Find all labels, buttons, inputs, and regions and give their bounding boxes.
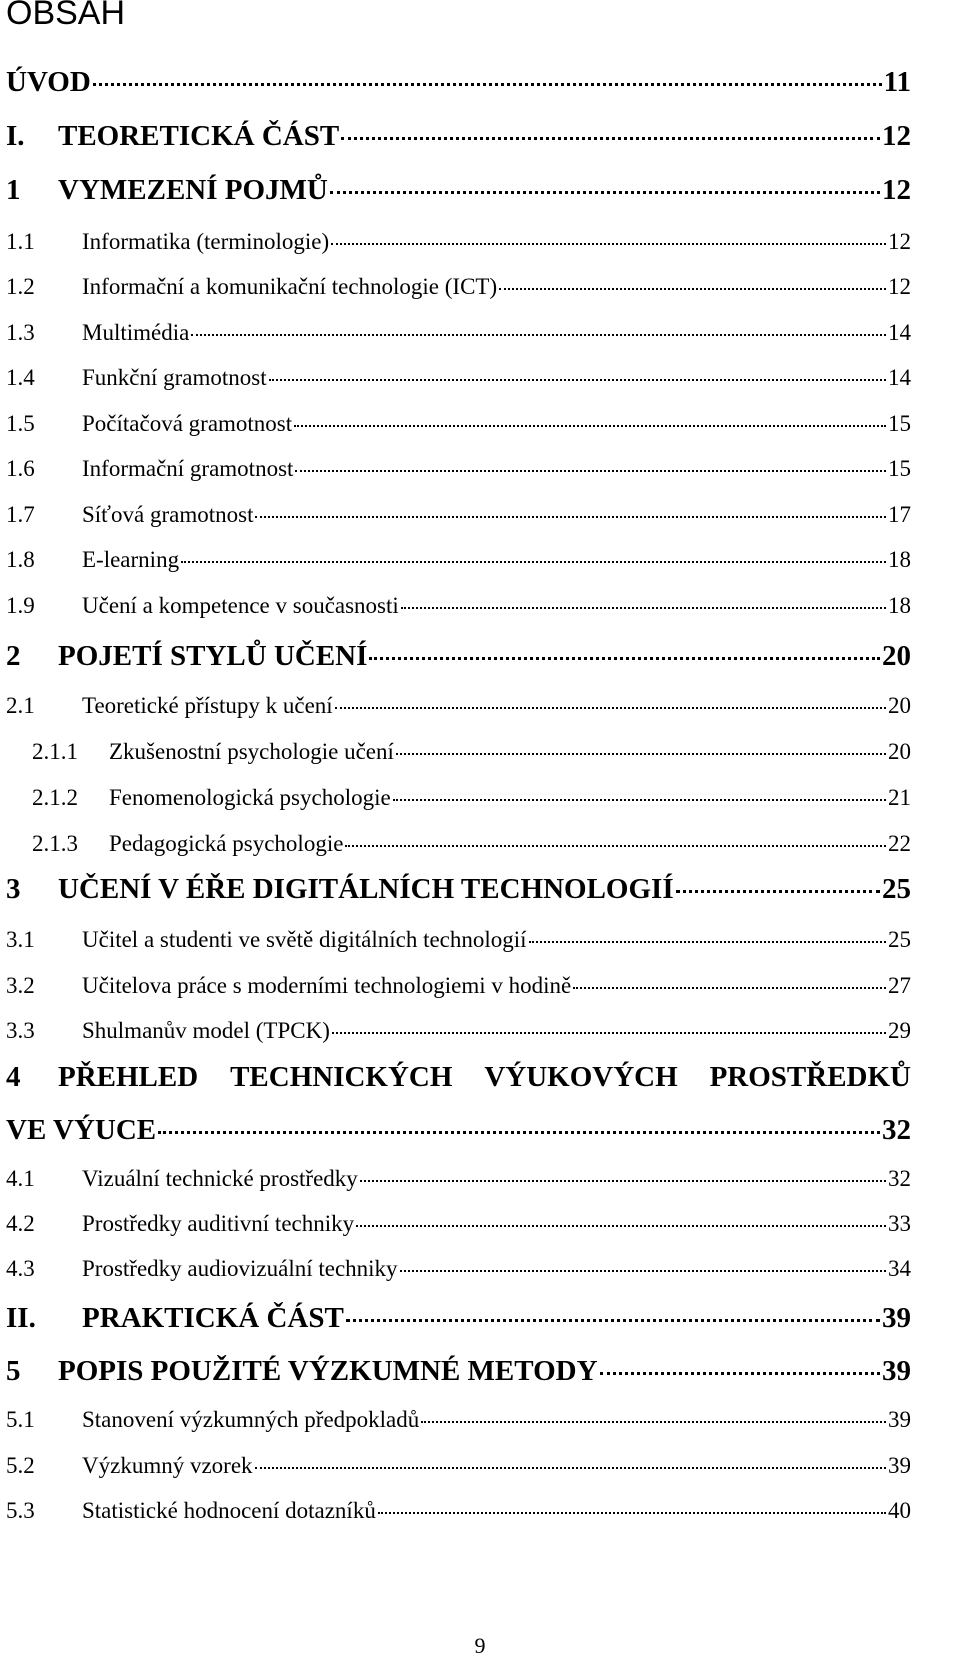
toc-entry-number: 3.2 (6, 973, 35, 998)
toc-entry-section[interactable] (6, 502, 911, 528)
dot-leader (345, 845, 886, 847)
dot-leader (191, 334, 886, 336)
toc-page-number: 20 (882, 640, 911, 672)
toc-entry-subsection[interactable] (32, 831, 911, 857)
toc-entry-title: Informační a komunikační technologie (ICT) (82, 274, 498, 299)
toc-entry-number: 4.1 (6, 1166, 35, 1191)
toc-entry-title: Pedagogická psychologie (109, 831, 344, 856)
toc-entry-title: Učitelova práce s moderními technologiemi v hodině (82, 973, 572, 998)
dot-leader (573, 987, 886, 989)
dot-leader (255, 1467, 886, 1469)
toc-entry-title: UČENÍ V ÉŘE DIGITÁLNÍCH TECHNOLOGIÍ (58, 873, 674, 905)
toc-entry-title: POPIS POUŽITÉ VÝZKUMNÉ METODY (58, 1355, 598, 1387)
dot-leader (269, 379, 886, 381)
page-number: 9 (474, 1633, 486, 1658)
toc-entry-section[interactable] (6, 229, 911, 255)
toc-page-number: 27 (888, 973, 911, 998)
toc-entry-title: Počítačová gramotnost (82, 411, 293, 436)
toc-entry-title: POJETÍ STYLŮ UČENÍ (58, 640, 368, 672)
dot-leader (369, 657, 880, 660)
toc-page-number: 39 (888, 1407, 911, 1432)
toc-page-number: 14 (888, 365, 911, 390)
toc-page-number: 25 (882, 873, 911, 905)
toc-entry-section[interactable] (6, 320, 911, 346)
toc-entry-number: 4.3 (6, 1256, 35, 1281)
toc-entry-title: Multimédia (82, 320, 190, 345)
toc-entry-section[interactable] (6, 1407, 911, 1433)
toc-entry-title: VE VÝUCE (6, 1114, 157, 1146)
toc-entry-title: Teoretické přístupy k učení (82, 693, 333, 718)
page-title: OBSAH (6, 0, 126, 32)
dot-leader (529, 941, 886, 943)
toc-entry-section[interactable] (6, 1256, 911, 1282)
toc-page-number: 18 (888, 547, 911, 572)
toc-entry-number: 1 (6, 174, 21, 206)
toc-entry-part-2[interactable] (6, 1302, 911, 1335)
toc-entry-title: Informatika (terminologie) (82, 229, 330, 254)
toc-page-number: 12 (882, 174, 911, 206)
toc-entry-number: 5.1 (6, 1407, 35, 1432)
toc-entry-title: Shulmanův model (TPCK) (82, 1018, 330, 1043)
toc-entry-number: 1.1 (6, 229, 35, 254)
toc-title-word: PROSTŘEDKŮ (709, 1061, 911, 1093)
toc-page-number: 11 (883, 66, 911, 98)
toc-entry-title: VYMEZENÍ POJMŮ (58, 174, 328, 206)
dot-leader (356, 1225, 886, 1227)
toc-entry-title: Síťová gramotnost (82, 502, 254, 527)
dot-leader (335, 707, 886, 709)
toc-entry-title: Výzkumný vzorek (82, 1453, 253, 1478)
toc-page-number: 18 (888, 593, 911, 618)
toc-entry-section[interactable] (6, 411, 911, 437)
toc-entry-title: Fenomenologická psychologie (109, 785, 391, 810)
toc-page-number: 33 (888, 1211, 911, 1236)
toc-entry-number: 1.4 (6, 365, 35, 390)
dot-leader (181, 561, 886, 563)
dot-leader (378, 1512, 886, 1514)
toc-entry-number: 4 (6, 1061, 21, 1093)
toc-entry-uvod[interactable] (6, 66, 911, 99)
dot-leader (331, 243, 886, 245)
toc-entry-title: Informační gramotnost (82, 456, 294, 481)
dot-leader (396, 753, 886, 755)
dot-leader (499, 288, 886, 290)
toc-entry-part-1[interactable] (6, 120, 911, 153)
toc-entry-section[interactable] (6, 547, 911, 573)
toc-title-word: VÝUKOVÝCH (484, 1061, 678, 1093)
toc-page-number: 14 (888, 320, 911, 345)
toc-entry-title: ÚVOD (6, 66, 91, 98)
toc-entry-number: 1.8 (6, 547, 35, 572)
dot-leader (421, 1421, 886, 1423)
toc-entry-number: I. (6, 120, 25, 152)
toc-entry-section[interactable] (6, 693, 911, 719)
toc-entry-number: 3.3 (6, 1018, 35, 1043)
dot-leader (346, 1319, 880, 1322)
toc-entry-chapter-2[interactable] (6, 640, 911, 673)
toc-entry-title: Vizuální technické prostředky (82, 1166, 358, 1191)
toc-entry-title: Prostředky audiovizuální techniky (82, 1256, 398, 1281)
toc-entry-number: 2.1.1 (32, 739, 78, 764)
toc-page-number: 29 (888, 1018, 911, 1043)
toc-page-number: 25 (888, 927, 911, 952)
toc-entry-title: TEORETICKÁ ČÁST (58, 120, 340, 152)
toc-entry-number: 1.2 (6, 274, 35, 299)
dot-leader (676, 890, 880, 893)
toc-entry-number: 3 (6, 873, 21, 905)
toc-page-number: 20 (888, 693, 911, 718)
toc-page-number: 17 (888, 502, 911, 527)
dot-leader (360, 1180, 886, 1182)
toc-entry-section[interactable] (6, 1166, 911, 1192)
toc-entry-section[interactable] (6, 1211, 911, 1237)
toc-entry-title: Stanovení výzkumných předpokladů (82, 1407, 420, 1432)
toc-entry-chapter-4-line2[interactable] (6, 1114, 911, 1147)
dot-leader (341, 137, 880, 140)
toc-entry-section[interactable] (6, 1018, 911, 1044)
toc-page-number: 39 (882, 1355, 911, 1387)
toc-page-number: 32 (888, 1166, 911, 1191)
toc-entry-number: 5.2 (6, 1453, 35, 1478)
toc-entry-title: Statistické hodnocení dotazníků (82, 1498, 376, 1523)
toc-page-number: 12 (882, 120, 911, 152)
toc-page-number: 40 (888, 1498, 911, 1523)
toc-page-number: 39 (882, 1302, 911, 1334)
toc-entry-title: Funkční gramotnost (82, 365, 267, 390)
dot-leader (330, 191, 880, 194)
toc-entry-section[interactable] (6, 456, 911, 482)
toc-entry-number: 1.7 (6, 502, 35, 527)
toc-entry-number: 1.6 (6, 456, 35, 481)
toc-entry-title: Učitel a studenti ve světě digitálních technologií (82, 927, 527, 952)
dot-leader (393, 799, 886, 801)
toc-entry-title: Prostředky auditivní techniky (82, 1211, 355, 1236)
toc-entry-section[interactable] (6, 365, 911, 391)
toc-entry-number: 2 (6, 640, 21, 672)
dot-leader (400, 1270, 886, 1272)
toc-entry-subsection[interactable] (32, 739, 911, 765)
toc-page-number: 15 (888, 456, 911, 481)
toc-entry-chapter-4-line1[interactable] (6, 1061, 911, 1094)
toc-entry-number: 1.9 (6, 593, 35, 618)
toc-page-number: 39 (888, 1453, 911, 1478)
dot-leader (294, 425, 886, 427)
toc-entry-section[interactable] (6, 973, 911, 999)
toc-entry-title: E-learning (82, 547, 180, 572)
toc-entry-title: Učení a kompetence v současnosti (82, 593, 399, 618)
toc-entry-section[interactable] (6, 927, 911, 953)
toc-title-word: TECHNICKÝCH (230, 1061, 453, 1093)
toc-page-number: 32 (882, 1114, 911, 1146)
toc-page-number: 15 (888, 411, 911, 436)
toc-entry-number: 3.1 (6, 927, 35, 952)
toc-entry-chapter-5[interactable] (6, 1355, 911, 1388)
toc-entry-number: 5 (6, 1355, 21, 1387)
toc-entry-number: 1.5 (6, 411, 35, 436)
toc-entry-number: 5.3 (6, 1498, 35, 1523)
toc-page-number: 34 (888, 1256, 911, 1281)
toc-page-number: 12 (888, 229, 911, 254)
dot-leader (295, 470, 886, 472)
dot-leader (332, 1032, 886, 1034)
dot-leader (600, 1372, 880, 1375)
toc-entry-title (58, 1061, 911, 1094)
toc-entry-number: 4.2 (6, 1211, 35, 1236)
toc-entry-chapter-1[interactable] (6, 174, 911, 207)
toc-entry-section[interactable] (6, 593, 911, 619)
toc-page-number: 12 (888, 274, 911, 299)
dot-leader (93, 83, 882, 86)
toc-title-word: PŘEHLED (58, 1061, 199, 1093)
toc-entry-number: 2.1.2 (32, 785, 78, 810)
toc-entry-section[interactable] (6, 1498, 911, 1524)
dot-leader (255, 516, 886, 518)
toc-entry-title: Zkušenostní psychologie učení (109, 739, 394, 764)
toc-entry-chapter-3[interactable] (6, 873, 911, 906)
toc-entry-number: II. (6, 1302, 36, 1334)
toc-entry-section[interactable] (6, 1453, 911, 1479)
toc-page-number: 22 (888, 831, 911, 856)
toc-entry-subsection[interactable] (32, 785, 911, 811)
toc-entry-title: PRAKTICKÁ ČÁST (82, 1302, 344, 1334)
toc-entry-number: 2.1 (6, 693, 35, 718)
toc-entry-number: 2.1.3 (32, 831, 78, 856)
toc-entry-number: 1.3 (6, 320, 35, 345)
dot-leader (401, 607, 886, 609)
toc-entry-section[interactable] (6, 274, 911, 300)
dot-leader (158, 1131, 880, 1134)
toc-page-number: 21 (888, 785, 911, 810)
toc-page-number: 20 (888, 739, 911, 764)
